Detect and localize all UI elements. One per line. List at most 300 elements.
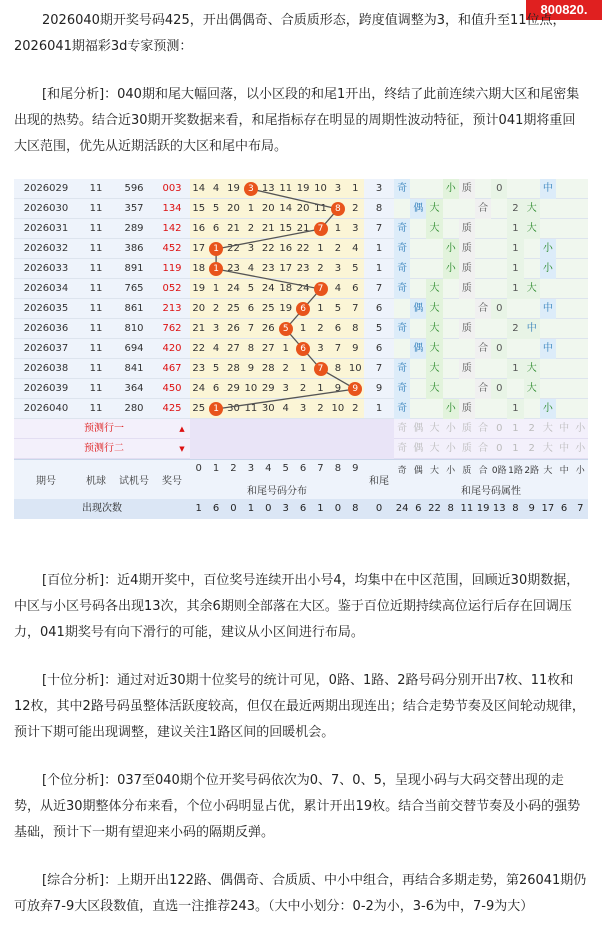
dist-cell: 17	[279, 263, 293, 274]
dist-cell: 27	[261, 343, 275, 354]
dist-cell: 1	[299, 323, 307, 334]
dist-cell: 21	[261, 223, 275, 234]
attr-count-cell: 19	[476, 503, 490, 514]
attr-cell	[426, 399, 442, 419]
prize-cell: 450	[162, 383, 182, 394]
attr-title: 和尾号码属性	[461, 486, 521, 497]
attr-cell	[475, 399, 491, 419]
digit-header: 5	[282, 463, 289, 474]
attr-cell: 奇	[394, 319, 410, 339]
dist-cell: 2	[352, 203, 359, 214]
dist-cell: 22	[192, 343, 206, 354]
period-cell: 2026033	[23, 263, 69, 274]
attr-cell: 合	[475, 339, 491, 359]
column-header: 期号	[36, 476, 56, 487]
attr-cell: 质	[459, 399, 475, 419]
digit-header: 3	[247, 463, 255, 474]
ball-cell: 11	[89, 403, 103, 414]
ball-cell: 11	[89, 323, 103, 334]
hw-ball: 6	[296, 342, 310, 356]
dist-cell: 24	[227, 283, 240, 294]
dist-cell: 2	[317, 263, 324, 274]
attr-cell: 小	[540, 239, 556, 259]
attr-cell	[507, 299, 523, 319]
attr-cell	[443, 279, 459, 299]
count-label: 出现次数	[82, 503, 122, 514]
count-cell: 1	[195, 503, 202, 514]
dist-cell: 10	[314, 183, 327, 194]
dist-cell: 1	[352, 183, 359, 194]
test-cell: 357	[124, 203, 144, 214]
attr-cell	[459, 379, 475, 399]
forecast-attr: 大	[429, 443, 440, 454]
count-cell: 1	[247, 503, 255, 514]
attr-cell: 质	[459, 259, 475, 279]
attr-cell	[540, 319, 556, 339]
test-cell: 891	[124, 263, 144, 274]
dist-cell: 2	[212, 303, 220, 314]
dist-cell: 23	[227, 263, 240, 274]
dist-cell: 21	[192, 323, 206, 334]
dist-cell: 19	[192, 283, 206, 294]
dist-cell: 23	[192, 363, 206, 374]
attr-cell: 中	[540, 339, 556, 359]
dist-cell: 6	[212, 223, 220, 234]
table-row	[14, 259, 588, 279]
dist-cell: 16	[279, 243, 293, 254]
prize-cell: 119	[162, 263, 182, 274]
attr-cell	[410, 179, 426, 199]
dist-cell: 3	[334, 263, 342, 274]
forecast-attr: 合	[478, 423, 489, 434]
attr-cell	[491, 279, 507, 299]
ball-cell: 11	[89, 203, 103, 214]
hewei-analysis: [和尾分析]：040期和尾大幅回落，以小区段的和尾1开出，终结了此前连续六期大区和尾密集出现的热势。结合近30期开奖数据来看，和尾指标存在明显的周期性波动特征，预计041期将重回大区范围，优先从近期活跃的大区和尾中布局。	[14, 87, 580, 154]
attr-cell	[475, 179, 491, 199]
ball-cell: 11	[89, 363, 103, 374]
dist-cell: 4	[282, 403, 289, 414]
attr-cell: 大	[426, 319, 442, 339]
period-cell: 2026034	[23, 283, 69, 294]
test-cell: 364	[124, 383, 144, 394]
dist-cell: 10	[348, 363, 362, 374]
ball-cell: 11	[89, 383, 103, 394]
dist-cell: 5	[352, 263, 359, 274]
attr-cell: 小	[443, 399, 459, 419]
dist-cell: 2	[317, 403, 324, 414]
attr-cell: 奇	[394, 239, 410, 259]
attr-header: 0路	[491, 466, 507, 476]
hw-ball: 7	[314, 282, 328, 296]
attr-cell: 0	[491, 179, 507, 199]
dist-cell: 22	[261, 243, 275, 254]
digit-header: 0	[195, 463, 202, 474]
attr-cell	[475, 239, 491, 259]
dist-cell: 11	[244, 403, 258, 414]
attr-cell: 奇	[394, 379, 410, 399]
hw-cell: 7	[375, 223, 383, 234]
attr-cell: 大	[524, 359, 540, 379]
dist-cell: 5	[334, 303, 342, 314]
dist-cell: 26	[261, 323, 275, 334]
attr-cell: 2	[507, 199, 523, 219]
forecast-attr: 小	[445, 423, 456, 434]
forecast-attr: 2	[528, 443, 535, 454]
attr-cell: 大	[426, 299, 442, 319]
hw-cell: 7	[375, 283, 383, 294]
dist-cell: 3	[212, 323, 220, 334]
column-header: 机球	[86, 476, 106, 487]
attr-cell: 0	[491, 299, 507, 319]
dist-cell: 19	[296, 183, 310, 194]
test-cell: 280	[124, 403, 144, 414]
dist-cell: 2	[299, 383, 307, 394]
test-cell: 841	[124, 363, 144, 374]
dist-cell: 1	[282, 343, 289, 354]
count-cell: 6	[299, 503, 307, 514]
attr-cell	[524, 339, 540, 359]
forecast-dist	[190, 419, 394, 439]
dist-cell: 28	[227, 363, 240, 374]
dist-cell: 13	[261, 183, 275, 194]
attr-cell	[540, 219, 556, 239]
dist-cell: 3	[334, 183, 342, 194]
dist-cell: 24	[261, 283, 275, 294]
dist-cell: 20	[261, 203, 275, 214]
attr-cell	[556, 299, 572, 319]
attr-cell	[491, 259, 507, 279]
attr-cell	[524, 399, 540, 419]
attr-cell: 偶	[410, 299, 426, 319]
hw-ball: 8	[331, 202, 345, 216]
attr-header: 小	[575, 466, 585, 476]
count-cell: 6	[212, 503, 220, 514]
dist-cell: 4	[212, 183, 220, 194]
attr-cell: 大	[426, 279, 442, 299]
attr-cell: 质	[459, 219, 475, 239]
digit-header: 9	[352, 463, 359, 474]
hw-ball: 1	[209, 242, 223, 256]
table-row	[14, 399, 588, 419]
forecast-label: 预测行二	[84, 443, 124, 454]
table-row	[14, 379, 588, 399]
forecast-attr: 小	[445, 443, 456, 454]
attr-cell	[491, 219, 507, 239]
attr-cell	[410, 379, 426, 399]
attr-cell	[443, 379, 459, 399]
table-row	[14, 199, 588, 219]
period-cell: 2026039	[23, 383, 69, 394]
dist-cell: 30	[227, 403, 240, 414]
dist-cell: 4	[352, 243, 359, 254]
forecast-attr: 偶	[413, 443, 424, 454]
period-cell: 2026040	[23, 403, 69, 414]
attr-cell: 大	[426, 359, 442, 379]
period-cell: 2026036	[23, 323, 69, 334]
dist-cell: 21	[296, 223, 310, 234]
dist-cell: 3	[282, 383, 289, 394]
ball-cell: 11	[89, 183, 103, 194]
dist-cell: 18	[192, 263, 206, 274]
intro-paragraph	[14, 8, 588, 34]
attr-cell	[426, 239, 442, 259]
attr-cell	[443, 319, 459, 339]
hw-cell: 9	[375, 383, 383, 394]
dist-cell: 11	[279, 183, 293, 194]
dist-cell: 20	[192, 303, 206, 314]
hw-ball: 6	[296, 302, 310, 316]
period-cell: 2026035	[23, 303, 69, 314]
period-cell: 2026031	[23, 223, 69, 234]
forecast-attr: 1	[512, 443, 519, 454]
table-row	[14, 299, 588, 319]
dist-cell: 3	[299, 403, 307, 414]
attr-cell: 奇	[394, 399, 410, 419]
forecast-label: 预测行一	[84, 423, 124, 434]
attr-cell: 0	[491, 339, 507, 359]
test-cell: 861	[124, 303, 144, 314]
attr-cell	[556, 179, 572, 199]
dist-cell: 1	[317, 303, 324, 314]
test-cell: 289	[124, 223, 144, 234]
attr-cell	[475, 319, 491, 339]
attr-cell	[443, 219, 459, 239]
dist-cell: 29	[227, 383, 240, 394]
dist-cell: 17	[192, 243, 206, 254]
dist-cell: 16	[192, 223, 206, 234]
hw-cell: 6	[375, 343, 383, 354]
attr-cell: 1	[507, 239, 523, 259]
dist-cell: 29	[261, 383, 275, 394]
attr-cell: 小	[443, 179, 459, 199]
attr-cell	[443, 299, 459, 319]
count-cell: 0	[334, 503, 342, 514]
attr-cell	[410, 279, 426, 299]
dist-title: 和尾号码分布	[247, 486, 307, 497]
dist-cell: 20	[227, 203, 240, 214]
dist-cell: 14	[279, 203, 293, 214]
forecast-attr: 小	[575, 443, 586, 454]
attr-count-cell: 8	[512, 503, 519, 514]
attr-count-cell: 17	[541, 503, 555, 514]
dist-cell: 9	[352, 343, 359, 354]
dist-cell: 22	[296, 243, 310, 254]
dist-cell: 5	[247, 283, 255, 294]
table-row	[14, 339, 588, 359]
dist-cell: 25	[227, 303, 240, 314]
forecast-attr: 合	[478, 443, 489, 454]
count-cell: 0	[230, 503, 237, 514]
dist-cell: 2	[352, 403, 359, 414]
attr-cell	[410, 399, 426, 419]
forecast-attr: 0	[496, 423, 503, 434]
attr-cell	[491, 199, 507, 219]
dist-cell: 15	[192, 203, 206, 214]
attr-cell: 偶	[410, 339, 426, 359]
forecast-attr: 1	[512, 423, 519, 434]
forecast-attr: 0	[496, 443, 503, 454]
count-cell: 3	[282, 503, 289, 514]
dist-cell: 8	[334, 363, 342, 374]
forecast-attr: 大	[542, 443, 553, 454]
table-row	[14, 359, 588, 379]
attr-cell	[475, 219, 491, 239]
digit-header: 1	[212, 463, 220, 474]
test-cell: 386	[124, 243, 144, 254]
period-cell: 2026029	[23, 183, 69, 194]
attr-cell: 1	[507, 399, 523, 419]
attr-cell: 大	[426, 379, 442, 399]
attr-cell: 中	[540, 299, 556, 319]
attr-header: 中	[559, 466, 569, 476]
dist-cell: 14	[192, 183, 206, 194]
dist-cell: 28	[261, 363, 275, 374]
dist-cell: 10	[244, 383, 258, 394]
forecast-row	[14, 419, 588, 439]
dist-cell: 7	[247, 323, 255, 334]
forecast-attr: 中	[559, 443, 570, 454]
dist-cell: 3	[247, 243, 255, 254]
dist-cell: 23	[261, 263, 275, 274]
attr-cell: 奇	[394, 219, 410, 239]
dist-cell: 11	[314, 203, 327, 214]
forecast-dist	[190, 439, 394, 459]
attr-cell: 1	[507, 259, 523, 279]
dist-cell: 2	[282, 363, 289, 374]
dist-cell: 3	[352, 223, 359, 234]
shi-analysis: [十位分析]：通过对近30期十位奖号的统计可见，0路、1路、2路号码分别开出7枚、11枚和12枚，其中2路号码虽整体活跃度较高，但仅在最近两期出现连出；结合走势节奏及区间轮动规律，预计下期可能出现调整，建议关注1路区间的回暖机会。	[14, 673, 585, 740]
hw-cell: 5	[375, 323, 383, 334]
prize-cell: 052	[162, 283, 182, 294]
attr-cell: 中	[540, 179, 556, 199]
count-row	[14, 499, 588, 519]
attr-cell: 奇	[394, 179, 410, 199]
dist-cell: 2	[317, 323, 324, 334]
forecast-attr: 中	[559, 423, 570, 434]
digit-header: 8	[334, 463, 342, 474]
attr-cell	[540, 279, 556, 299]
attr-cell	[524, 299, 540, 319]
attr-header: 奇	[397, 466, 407, 476]
attr-cell	[540, 379, 556, 399]
dist-cell: 2	[334, 243, 342, 254]
dist-cell: 25	[192, 403, 206, 414]
attr-count-cell: 6	[560, 503, 568, 514]
forecast-attr: 奇	[397, 423, 408, 434]
dist-cell: 6	[352, 283, 359, 294]
attr-cell: 质	[459, 239, 475, 259]
period-cell: 2026037	[23, 343, 69, 354]
attr-cell	[459, 199, 475, 219]
attr-cell: 奇	[394, 279, 410, 299]
attr-cell: 奇	[394, 359, 410, 379]
dist-cell: 1	[334, 223, 342, 234]
prize-cell: 142	[162, 223, 182, 234]
forecast-attr: 2	[528, 423, 535, 434]
attr-cell	[443, 199, 459, 219]
intro-line-2: 2026041期福彩3d专家预测：	[14, 39, 193, 54]
dist-cell: 3	[317, 343, 324, 354]
attr-header: 大	[429, 466, 439, 476]
dist-cell: 22	[227, 243, 240, 254]
dist-cell: 1	[317, 243, 324, 254]
forecast-attr: 小	[575, 423, 586, 434]
attr-cell	[475, 359, 491, 379]
test-cell: 596	[124, 183, 144, 194]
ball-cell: 11	[89, 243, 103, 254]
digit-header: 4	[265, 463, 272, 474]
count-cell: 0	[265, 503, 272, 514]
dist-cell: 6	[247, 303, 255, 314]
digit-header: 6	[299, 463, 307, 474]
attr-cell: 小	[443, 259, 459, 279]
prize-cell: 213	[162, 303, 182, 314]
dist-cell: 5	[212, 203, 220, 214]
attr-cell: 大	[524, 219, 540, 239]
attr-cell: 合	[475, 299, 491, 319]
dist-cell: 18	[279, 283, 293, 294]
attr-header: 合	[478, 466, 488, 476]
attr-cell: 1	[507, 219, 523, 239]
attr-cell: 大	[524, 199, 540, 219]
ball-cell: 11	[89, 263, 103, 274]
dist-cell: 1	[299, 363, 307, 374]
attr-count-cell: 6	[415, 503, 422, 514]
attr-cell	[443, 359, 459, 379]
attr-cell	[524, 239, 540, 259]
dist-cell: 24	[296, 283, 310, 294]
attr-header: 偶	[413, 466, 423, 476]
hw-cell: 1	[375, 243, 383, 254]
attr-cell	[459, 299, 475, 319]
forecast-arrow: ▼	[179, 445, 185, 453]
attr-cell	[491, 239, 507, 259]
attr-cell	[410, 359, 426, 379]
ball-cell: 11	[89, 303, 103, 314]
attr-cell	[443, 339, 459, 359]
hw-cell: 1	[375, 403, 383, 414]
attr-cell: 合	[475, 199, 491, 219]
dist-cell: 10	[331, 403, 345, 414]
attr-cell: 大	[426, 199, 442, 219]
period-cell: 2026038	[23, 363, 69, 374]
forecast-attr: 偶	[413, 423, 424, 434]
zonghe-analysis: [综合分析]：上期开出122路、偶偶奇、合质质、中小中组合，再结合多期走势，第26041期仍可放弃7-9大区段数值，直选一注推荐243。（大中小划分：0-2为小，3-6为中，7-9为大）	[14, 873, 587, 914]
attr-cell	[524, 259, 540, 279]
test-cell: 765	[124, 283, 144, 294]
forecast-attr: 质	[461, 423, 472, 434]
attr-cell: 大	[426, 219, 442, 239]
attr-cell: 偶	[410, 199, 426, 219]
attr-count-cell: 11	[460, 503, 474, 514]
hw-cell: 7	[375, 363, 383, 374]
prize-cell: 420	[162, 343, 182, 354]
attr-cell	[459, 339, 475, 359]
attr-cell	[426, 259, 442, 279]
attr-cell: 大	[524, 379, 540, 399]
prize-cell: 452	[162, 243, 182, 254]
table-row	[14, 219, 588, 239]
hw-ball: 3	[244, 182, 258, 196]
forecast-attr: 奇	[397, 443, 408, 454]
table-row	[14, 179, 588, 199]
dist-cell: 8	[247, 343, 255, 354]
dist-cell: 7	[352, 303, 359, 314]
prize-cell: 762	[162, 323, 182, 334]
prize-cell: 134	[162, 203, 182, 214]
attr-cell	[491, 399, 507, 419]
table-row	[14, 319, 588, 339]
